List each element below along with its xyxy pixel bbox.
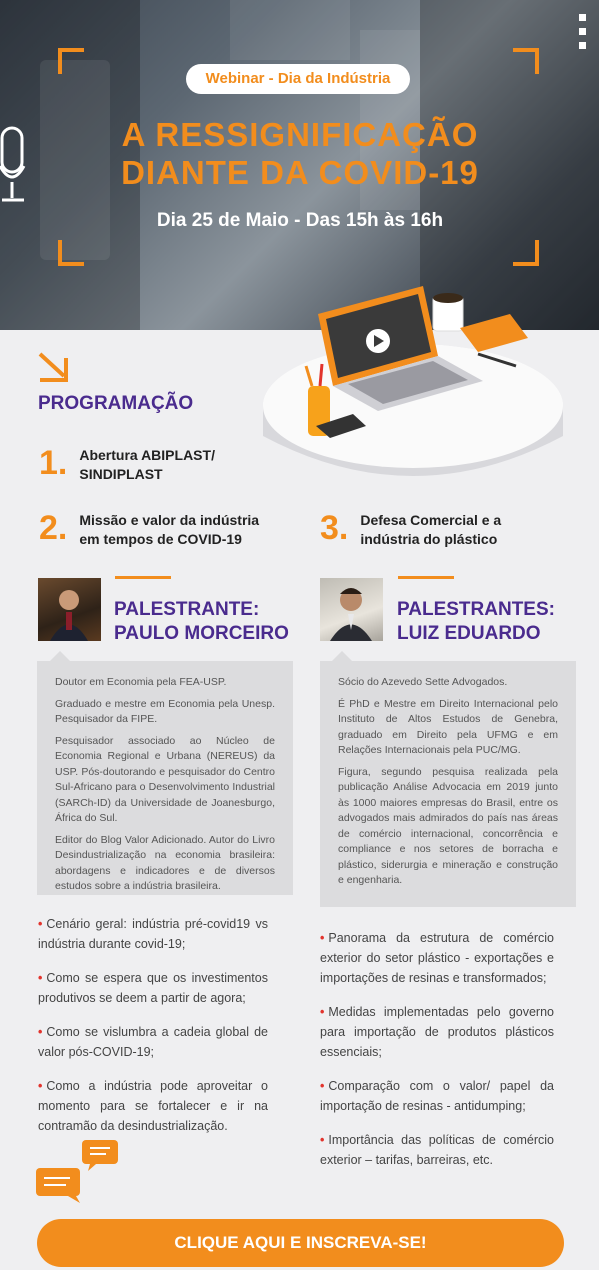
topic-text: Panorama da estrutura de comércio exterior do setor plástico - exportações e importações de resinas e transformados;	[320, 931, 554, 985]
topic-text: Como a indústria pode aproveitar o momento para se fortalecer e ir na contramão da desindustrialização.	[38, 1079, 268, 1133]
program-item-text: em tempos de COVID-19	[79, 531, 242, 547]
topic-item	[38, 1022, 268, 1062]
speaker-name: LUIZ EDUARDO	[397, 623, 541, 644]
topic-text: Medidas implementadas pelo governo para importação de produtos plásticos essenciais;	[320, 1005, 554, 1059]
bio-paragraph: Sócio do Azevedo Sette Advogados.	[338, 676, 508, 688]
program-item-text: indústria do plástico	[360, 531, 498, 547]
topic-item	[320, 1002, 554, 1062]
microphone-icon	[0, 126, 30, 206]
speaker-role: PALESTRANTES:	[397, 599, 555, 620]
laptop-illustration	[248, 286, 568, 486]
programacao-title: PROGRAMAÇÃO	[38, 393, 194, 414]
bio-paragraph: Doutor em Economia pela FEA-USP.	[55, 676, 227, 688]
speaker-role: PALESTRANTE:	[114, 599, 260, 620]
topic-item	[38, 914, 268, 954]
bio-paragraph: Editor do Blog Valor Adicionado. Autor do Livro Desindustrialização na economia brasileira: abordagens e indicadores e de diversos estudos sobre a indústria brasileira.	[55, 833, 275, 892]
bullet-dot: •	[320, 1005, 325, 1019]
topic-text: Cenário geral: indústria pré-covid19 vs indústria durante covid-19;	[38, 917, 268, 951]
machine-shape-top	[230, 0, 350, 60]
bullet-dot: •	[38, 1079, 43, 1093]
program-item-3	[320, 505, 501, 549]
program-item-1	[39, 440, 215, 484]
page-title	[60, 116, 540, 192]
program-item-number: 2.	[39, 509, 68, 547]
topic-text: Como se vislumbra a cadeia global de valor pós-COVID-19;	[38, 1025, 268, 1059]
topics-list-paulo	[38, 914, 268, 1150]
program-item-text: Missão e valor da indústria	[79, 512, 260, 528]
hero-banner	[0, 0, 599, 330]
bullet-dot: •	[320, 931, 325, 945]
program-item-2	[39, 505, 259, 549]
speaker-bio-paulo	[37, 661, 293, 895]
program-item-text: Defesa Comercial e a	[360, 512, 502, 528]
event-date: Dia 25 de Maio - Das 15h às 16h	[156, 210, 444, 231]
bio-caret	[50, 651, 70, 661]
frame-corner-tl	[58, 48, 84, 74]
speaker-label-luiz	[397, 598, 555, 646]
program-item-number: 1.	[39, 444, 68, 482]
speaker-photo-luiz	[320, 578, 383, 641]
topic-item	[320, 928, 554, 988]
topic-item	[38, 1076, 268, 1136]
speaker-photo-paulo	[38, 578, 101, 641]
register-button[interactable]: CLIQUE AQUI E INSCREVA-SE!	[37, 1219, 564, 1267]
speaker-divider	[115, 576, 171, 579]
bullet-dot: •	[320, 1133, 325, 1147]
bio-caret	[332, 651, 352, 661]
speaker-bio-luiz	[320, 661, 576, 907]
topic-text: Como se espera que os investimentos produtivos se deem a partir de agora;	[38, 971, 268, 1005]
menu-dots-icon[interactable]	[579, 14, 589, 56]
arrow-down-right-icon	[36, 352, 72, 384]
frame-corner-br	[513, 240, 539, 266]
speaker-divider	[398, 576, 454, 579]
frame-corner-tr	[513, 48, 539, 74]
program-item-text: Abertura ABIPLAST/	[79, 447, 215, 463]
topic-item	[320, 1076, 554, 1116]
bio-paragraph: Graduado e mestre em Economia pela Unesp. Pesquisador da FIPE.	[55, 697, 275, 725]
title-line-1: A RESSIGNIFICAÇÃO	[121, 116, 479, 153]
topic-text: Importância das políticas de comércio exterior – tarifas, barreiras, etc.	[320, 1133, 554, 1167]
program-item-text: SINDIPLAST	[79, 466, 163, 482]
topic-text: Comparação com o valor/ papel da importação de resinas - antidumping;	[320, 1079, 554, 1113]
bio-paragraph: Figura, segundo pesquisa realizada pela publicação Análise Advocacia em 2019 junto às 1000 maiores empresas do Brasil, entre os advogados mais admirados do país nas áreas de comércio internacional, concorrência e compliance e nos setores de borracha e plástico, siderurgia e mineração e construção e engenharia.	[338, 765, 558, 886]
topic-item	[320, 1130, 554, 1170]
bio-paragraph: É PhD e Mestre em Direito Internacional pelo Instituto de Altos Estudos de Genebra, graduado em Direito pela UFMG e em Relações Internacionais pela PUC/MG.	[338, 697, 558, 756]
speaker-label-paulo	[114, 598, 289, 646]
bullet-dot: •	[38, 971, 43, 985]
bio-paragraph: Pesquisador associado ao Núcleo de Economia Regional e Urbana (NEREUS) da USP. Pós-doutorando e pesquisador do Centro Sul-Africano para o Desenvolvimento Industrial (SARCh-ID) da Universidade de Joanesburgo, África do Sul.	[55, 734, 275, 824]
bullet-dot: •	[320, 1079, 325, 1093]
speaker-name: PAULO MORCEIRO	[114, 623, 289, 644]
bullet-dot: •	[38, 917, 43, 931]
frame-corner-bl	[58, 240, 84, 266]
chat-bubbles-icon	[36, 1138, 120, 1204]
program-item-number: 3.	[320, 509, 349, 547]
topics-list-luiz	[320, 928, 554, 1184]
bullet-dot: •	[38, 1025, 43, 1039]
webinar-badge: Webinar - Dia da Indústria	[186, 64, 410, 94]
topic-item	[38, 968, 268, 1008]
title-line-2: DIANTE DA COVID-19	[121, 154, 479, 191]
